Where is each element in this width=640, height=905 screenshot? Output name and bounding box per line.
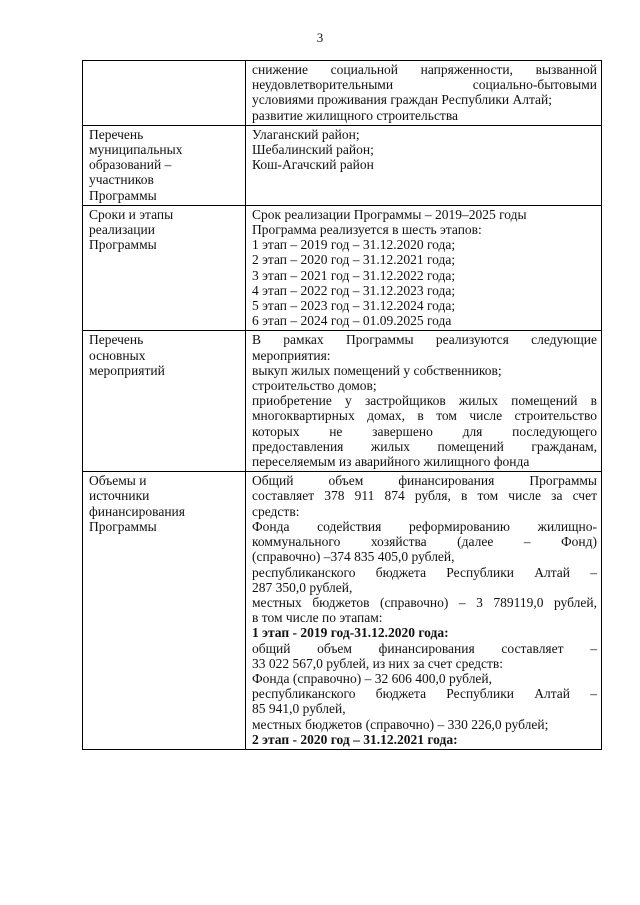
row-label-line: муниципальных: [89, 142, 183, 158]
page-number: 3: [316, 30, 324, 45]
row-label-cell: [83, 125, 246, 205]
row-content-line: выкуп жилых помещений у собственников;: [252, 362, 502, 378]
row-content-line: составляет 378 911 874 рубля, в том числе за счет: [252, 488, 597, 504]
row-content-line: многоквартирных домах, в том числе строительство: [252, 408, 597, 424]
row-content-line: Шебалинский район;: [252, 142, 374, 158]
row-label-line: Объемы и: [89, 473, 147, 489]
program-passport-table: [82, 60, 602, 750]
table-row: [83, 125, 602, 205]
table-body: [83, 61, 602, 750]
row-content-line: (справочно) –374 835 405,0 рублей,: [252, 549, 455, 565]
row-content-line: 5 этап – 2023 год – 31.12.2024 года;: [252, 298, 456, 314]
row-content-line: Фонда содействия реформированию жилищно-: [252, 518, 597, 534]
row-content-cell: [246, 331, 602, 472]
row-content-line: Фонда (справочно) – 32 606 400,0 рублей,: [252, 670, 493, 686]
row-content-line: коммунального хозяйства (далее – Фонд): [252, 534, 597, 550]
table-row: [83, 472, 602, 750]
row-content-line: 6 этап – 2024 год – 01.09.2025 года: [252, 313, 452, 329]
row-content-line: в том числе по этапам:: [252, 610, 383, 626]
row-content-line: снижение социальной напряженности, вызванной: [252, 62, 597, 77]
row-label-line: Сроки и этапы: [89, 206, 174, 222]
row-label-cell: [83, 472, 246, 750]
row-content-line: Программа реализуется в шесть этапов:: [252, 222, 482, 238]
row-label-line: Программы: [89, 237, 157, 253]
row-content-line: которых не завершено для последующего: [252, 423, 597, 439]
row-label-line: мероприятий: [89, 362, 165, 378]
row-label-line: образований –: [89, 157, 172, 173]
row-content-line: мероприятия:: [252, 347, 331, 363]
row-content-cell: [246, 61, 602, 126]
row-content-line: 1 этап - 2019 год-31.12.2020 года:: [252, 625, 449, 641]
row-content-line: Общий объем финансирования Программы: [252, 473, 597, 489]
row-content-line: 33 022 567,0 рублей, из них за счет средств:: [252, 655, 504, 671]
row-content-line: предоставления жилых помещений гражданам,: [252, 438, 597, 454]
row-content-line: 4 этап – 2022 год – 31.12.2023 года;: [252, 282, 456, 298]
row-content-line: 1 этап – 2019 год – 31.12.2020 года;: [252, 237, 456, 253]
row-content-line: 85 941,0 рублей,: [252, 701, 346, 717]
row-label-cell: [83, 205, 246, 331]
row-content-line: общий объем финансирования составляет –: [252, 640, 597, 656]
row-label-line: Программы: [89, 187, 157, 203]
row-label-line: Программы: [89, 518, 157, 534]
row-content-line: В рамках Программы реализуются следующие: [252, 332, 597, 348]
row-label-line: основных: [89, 347, 146, 363]
row-label-cell: [83, 61, 246, 126]
row-content-line: переселяемым из аварийного жилищного фонда: [252, 454, 530, 470]
row-label-line: финансирования: [89, 503, 185, 519]
table-row: [83, 331, 602, 472]
row-label-line: участников: [89, 172, 154, 188]
row-label-line: Перечень: [89, 126, 144, 142]
row-content-cell: [246, 205, 602, 331]
row-content-line: строительство домов;: [252, 378, 377, 394]
row-content-line: условиями проживания граждан Республики Алтай;: [252, 92, 553, 108]
table-row: [83, 205, 602, 331]
row-content-line: средств:: [252, 503, 300, 519]
row-label-line: источники: [89, 488, 150, 504]
row-content-line: республиканского бюджета Республики Алтай –: [252, 564, 597, 580]
row-content-line: Улаганский район;: [252, 126, 360, 142]
row-label-line: реализации: [89, 222, 155, 238]
row-content-line: неудовлетворительными социально-бытовыми: [252, 77, 597, 93]
row-content-line: 2 этап - 2020 год – 31.12.2021 года:: [252, 731, 458, 747]
row-content-line: местных бюджетов (справочно) – 330 226,0 рублей;: [252, 716, 549, 732]
row-content-line: республиканского бюджета Республики Алтай –: [252, 686, 597, 702]
row-label-line: Перечень: [89, 332, 144, 348]
table-row: [83, 61, 602, 126]
row-label-cell: [83, 331, 246, 472]
row-content-line: развитие жилищного строительства: [252, 107, 459, 123]
row-content-line: 2 этап – 2020 год – 31.12.2021 года;: [252, 252, 456, 268]
row-content-line: местных бюджетов (справочно) – 3 789119,0 рублей,: [252, 594, 597, 610]
row-content-line: приобретение у застройщиков жилых помещений в: [252, 393, 597, 409]
row-content-cell: [246, 472, 602, 750]
row-content-line: 3 этап – 2021 год – 31.12.2022 года;: [252, 267, 456, 283]
row-content-cell: [246, 125, 602, 205]
row-content-line: 287 350,0 рублей,: [252, 579, 353, 595]
row-content-line: Кош-Агачский район: [252, 157, 374, 173]
row-content-line: Срок реализации Программы – 2019–2025 годы: [252, 206, 527, 222]
